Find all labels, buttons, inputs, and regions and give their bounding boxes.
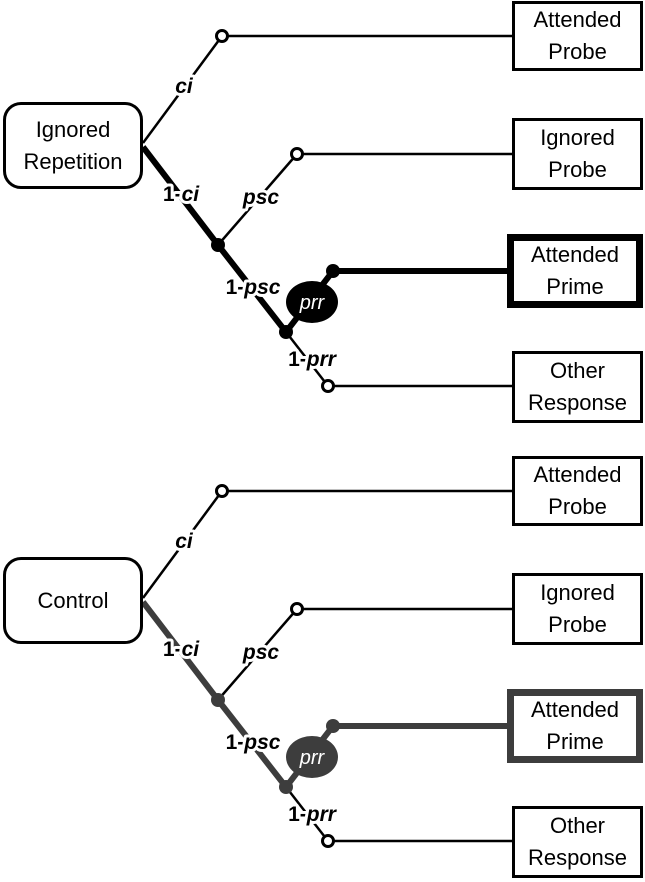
root-label-line1: Ignored [35, 116, 111, 142]
tree1-node-dot-1 [211, 238, 225, 252]
outcome-label-line1: Other [549, 358, 606, 383]
tree1-label-not-ci: 1-ci [162, 182, 200, 206]
tree1-label-prr: prr [299, 292, 325, 314]
outcome-label-line2: Probe [548, 494, 607, 519]
outcome-label-line2: Prime [546, 729, 604, 754]
tree2-label-not-prr: 1-prr [288, 802, 336, 826]
outcome-label-line2: Response [527, 845, 628, 870]
tree2-label-ci: ci [175, 529, 193, 553]
tree-ignored-repetition [143, 31, 516, 392]
tree2-node-dot-1 [211, 693, 225, 707]
outcome-box-attended-probe [512, 456, 643, 526]
root-label-line2: Repetition [23, 148, 123, 174]
outcome-label-line2: Probe [548, 39, 607, 64]
root-box-ignored-repetition [3, 102, 143, 189]
root-box-control [3, 557, 143, 644]
tree1-terminal-circle-attended-probe [217, 31, 228, 42]
outcome-box-other-response [512, 806, 643, 878]
root-label-line1: Control [37, 587, 109, 613]
outcome-label-line2: Response [527, 390, 628, 415]
tree2-terminal-circle-other-response [323, 836, 334, 847]
outcome-box-attended-prime [507, 234, 643, 308]
outcome-label-line2: Probe [548, 157, 607, 182]
tree1-label-ci: ci [175, 74, 193, 98]
tree2-node-dot-prime [326, 719, 340, 733]
outcome-label-line2: Prime [546, 274, 604, 299]
outcome-box-other-response [512, 351, 643, 423]
outcome-label-line1: Attended [533, 462, 622, 487]
outcome-label-line1: Ignored [540, 580, 615, 605]
outcome-box-attended-prime [507, 689, 643, 763]
outcome-label-line1: Attended [533, 7, 622, 32]
tree1-label-not-prr: 1-prr [288, 347, 336, 371]
tree-control [143, 486, 516, 847]
outcome-box-ignored-probe [512, 118, 643, 190]
tree2-node-dot-2 [279, 780, 293, 794]
outcome-box-attended-probe [512, 1, 643, 71]
tree2-label-psc: psc [242, 640, 280, 664]
tree1-terminal-circle-other-response [323, 381, 334, 392]
tree2-label-not-ci: 1-ci [162, 637, 200, 661]
outcome-label-line2: Probe [548, 612, 607, 637]
tree1-label-not-psc: 1-psc [225, 275, 281, 299]
outcome-box-ignored-probe [512, 573, 643, 645]
tree2-terminal-circle-attended-probe [217, 486, 228, 497]
tree2-label-not-psc: 1-psc [225, 730, 281, 754]
outcome-label-line1: Attended [530, 242, 620, 267]
tree1-node-dot-prime [326, 264, 340, 278]
tree1-terminal-circle-ignored-probe [292, 149, 303, 160]
tree1-label-psc: psc [242, 185, 280, 209]
outcome-label-line1: Ignored [540, 125, 615, 150]
tree2-label-prr: prr [299, 747, 325, 769]
tree1-node-dot-2 [279, 325, 293, 339]
outcome-label-line1: Attended [530, 697, 620, 722]
outcome-label-line1: Other [549, 813, 606, 838]
tree2-terminal-circle-ignored-probe [292, 604, 303, 615]
